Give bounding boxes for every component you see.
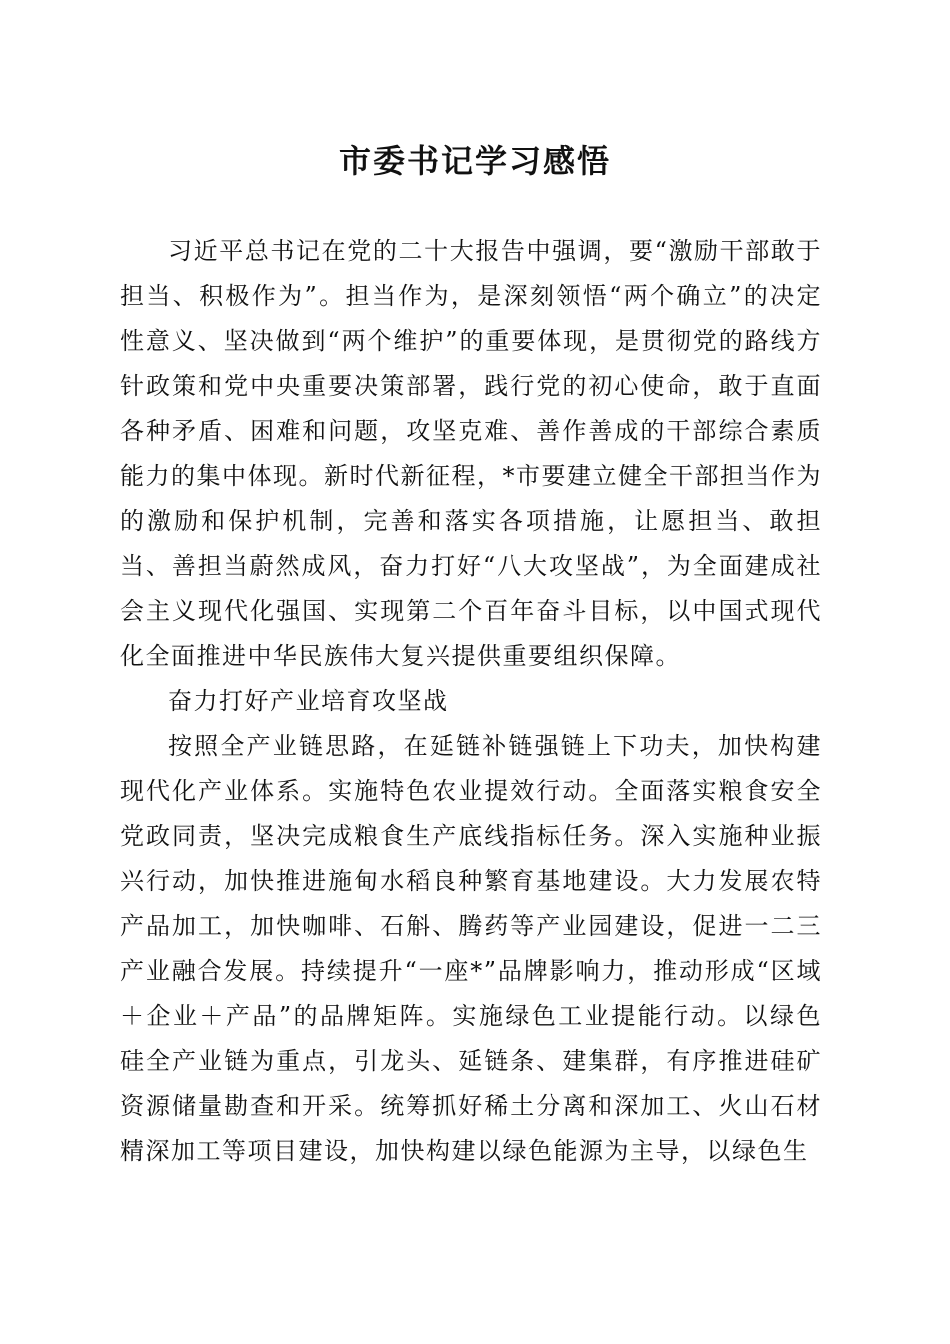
section-heading: 奋力打好产业培育攻坚战 xyxy=(168,687,449,715)
section-paragraph: 按照全产业链思路，在延链补链强链上下功夫，加快构建现代化产业体系。实施特色农业提效行动。全面落实粮食安全党政同责，坚决完成粮食生产底线指标任务。深入实施种业振兴行动，加快推进施甸水稻良种繁育基地建设。大力发展农特产品加工，加快咖啡、石斛、腾药等产业园建设，促进一二三产业融合发展。持续提升“一座*”品牌影响力，推动形成“区域＋企业＋产品”的品牌矩阵。实施绿色工业提能行动。以绿色硅全产业链为重点，引龙头、延链条、建集群，有序推进硅矿资源储量勘查和开采。统筹抓好稀土分离和深加工、火山石材精深加工等项目建设，加快构建以绿色能源为主导，以绿色生 xyxy=(120,732,822,1165)
document-title: 市委书记学习感悟 xyxy=(338,142,611,180)
document-body xyxy=(120,229,822,1174)
intro-paragraph: 习近平总书记在党的二十大报告中强调，要“激励干部敢于担当、积极作为”。担当作为，是深刻领悟“两个确立”的决定性意义、坚决做到“两个维护”的重要体现，是贯彻党的路线方针政策和党中央重要决策部署，践行党的初心使命，敢于直面各种矛盾、困难和问题，攻坚克难、善作善成的干部综合素质能力的集中体现。新时代新征程，*市要建立健全干部担当作为的激励和保护机制，完善和落实各项措施，让愿担当、敢担当、善担当蔚然成风，奋力打好“八大攻坚战”，为全面建成社会主义现代化强国、实现第二个百年奋斗目标，以中国式现代化全面推进中华民族伟大复兴提供重要组织保障。 xyxy=(120,237,822,670)
